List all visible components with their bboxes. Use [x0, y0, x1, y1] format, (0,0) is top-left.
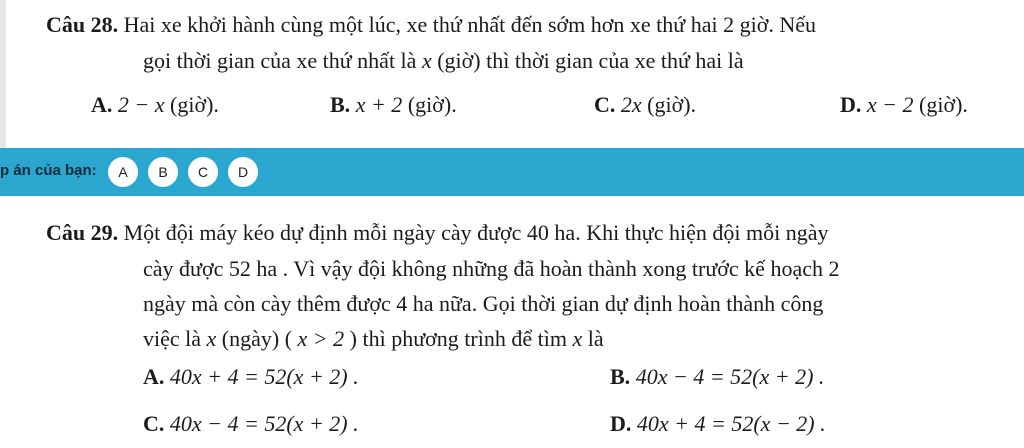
option-text: (giờ).	[641, 92, 697, 117]
option-key: A.	[91, 92, 113, 117]
q28-line-2	[143, 48, 744, 74]
answer-choice-c[interactable]: C	[188, 157, 218, 187]
q29-option-c	[143, 411, 359, 437]
option-math: 40x + 4 = 52(x + 2) .	[169, 364, 359, 389]
q28-text-1: Hai xe khởi hành cùng một lúc, xe thứ nhất đến sớm hơn xe thứ hai 2 giờ. Nếu	[123, 12, 816, 37]
q28-option-b	[330, 92, 457, 118]
q29-option-d	[610, 411, 826, 437]
option-key: B.	[330, 92, 351, 117]
q28-text-2a: gọi thời gian của xe thứ nhất là	[143, 48, 422, 73]
option-key: D.	[840, 92, 862, 117]
q29-text-4d: là	[582, 326, 604, 351]
option-math: 40x + 4 = 52(x − 2) .	[636, 411, 826, 436]
option-math: 2x	[620, 92, 642, 117]
answer-bar-label: p án của bạn:	[0, 162, 97, 179]
q29-var-x: x	[206, 326, 217, 351]
left-edge-strip	[0, 0, 6, 148]
q28-number: Câu 28.	[46, 12, 119, 37]
answer-choice-d[interactable]: D	[228, 157, 258, 187]
q29-line-3: ngày mà còn cày thêm được 4 ha nữa. Gọi thời gian dự định hoàn thành công	[143, 291, 824, 316]
option-key: C.	[143, 411, 165, 436]
q29-condition: x > 2	[297, 326, 345, 351]
q28-option-c	[594, 92, 696, 118]
option-text: (giờ).	[164, 92, 219, 117]
q28-text-2b: (giờ) thì thời gian của xe thứ hai là	[431, 48, 744, 73]
q29-text-1: Một đội máy kéo dự định mỗi ngày cày được 40 ha. Khi thực hiện đội mỗi ngày	[123, 220, 829, 245]
option-key: A.	[143, 364, 165, 389]
option-text: (giờ).	[913, 92, 968, 117]
option-text: (giờ).	[402, 92, 457, 117]
q28-line-1	[46, 12, 816, 38]
option-math: x − 2	[866, 92, 914, 117]
answer-choice-b[interactable]: B	[148, 157, 178, 187]
q29-option-b	[610, 364, 824, 390]
q29-line-4	[143, 326, 604, 352]
q29-text-4c: ) thì phương trình để tìm	[344, 326, 573, 351]
q28-var-x: x	[421, 48, 432, 73]
q29-text-4b: (ngày) (	[216, 326, 298, 351]
option-math: 2 − x	[117, 92, 165, 117]
q29-var-x-2: x	[572, 326, 583, 351]
q29-option-a	[143, 364, 359, 390]
option-key: B.	[610, 364, 631, 389]
option-key: C.	[594, 92, 616, 117]
q29-text-4a: việc là	[143, 326, 207, 351]
q29-line-1	[46, 220, 828, 246]
answer-choice-a[interactable]: A	[108, 157, 138, 187]
q28-option-a	[91, 92, 219, 118]
option-math: 40x − 4 = 52(x + 2) .	[635, 364, 825, 389]
option-math: 40x − 4 = 52(x + 2) .	[169, 411, 359, 436]
q29-line-2: cày được 52 ha . Vì vậy đội không những đã hoàn thành xong trước kế hoạch 2	[143, 256, 840, 281]
answer-bar	[0, 148, 1024, 196]
q28-option-d	[840, 92, 968, 118]
option-key: D.	[610, 411, 632, 436]
q29-number: Câu 29.	[46, 220, 119, 245]
option-math: x + 2	[355, 92, 403, 117]
